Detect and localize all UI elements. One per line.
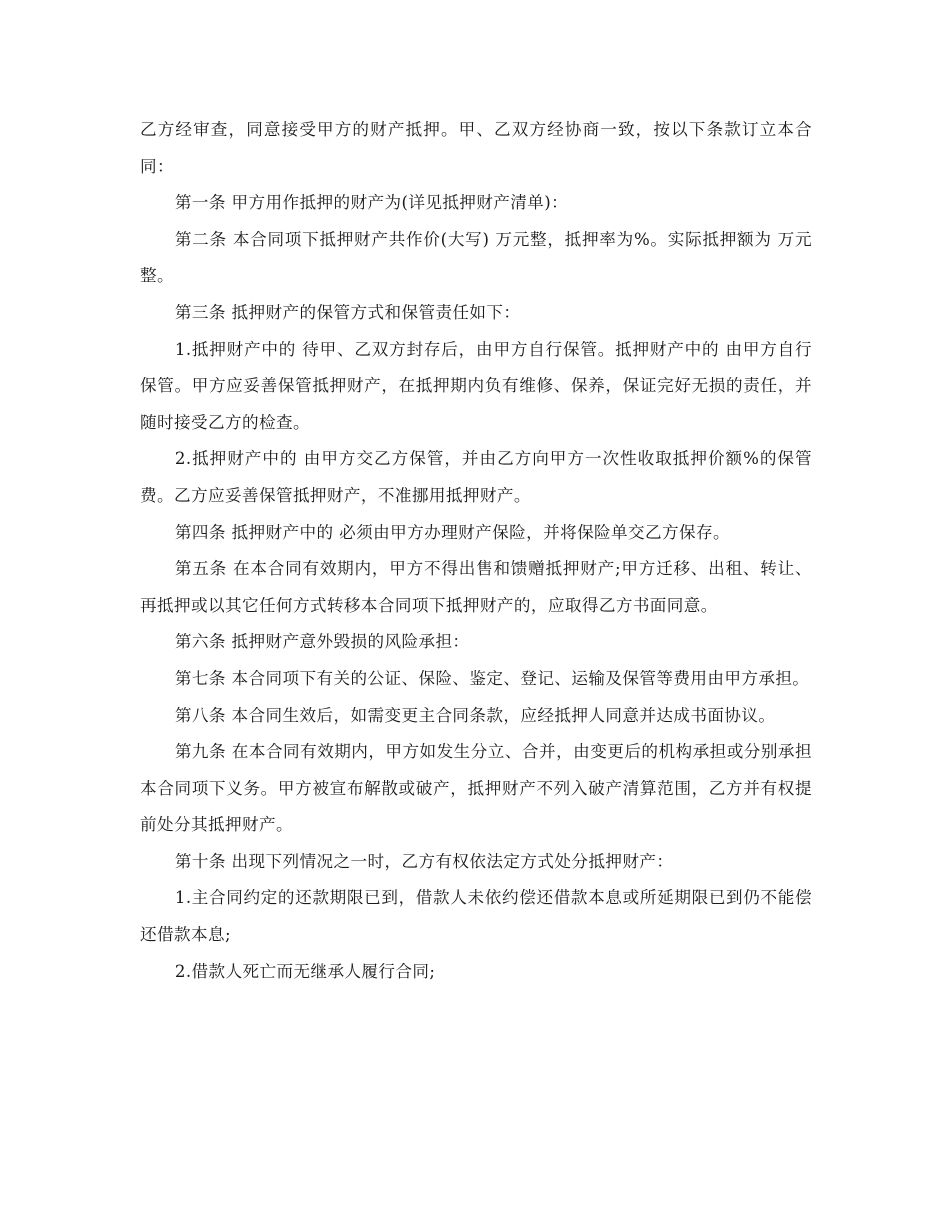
paragraph-article-7: 第七条 本合同项下有关的公证、保险、鉴定、登记、运输及保管等费用由甲方承担。: [174, 668, 810, 688]
paragraph-article-6: 第六条 抵押财产意外毁损的风险承担：: [174, 632, 470, 652]
paragraph-article-10-item-1: 1.主合同约定的还款期限已到，借款人未依约偿还借款本息或所延期限已到仍不能偿还借款本息;: [140, 888, 812, 945]
paragraph-article-8: 第八条 本合同生效后，如需变更主合同条款，应经抵押人同意并达成书面协议。: [174, 705, 776, 725]
document-body: [140, 112, 812, 990]
paragraph-article-3-item-1: 1.抵押财产中的 待甲、乙双方封存后，由甲方自行保管。抵押财产中的 由甲方自行保管。甲方应妥善保管抵押财产，在抵押期内负有维修、保养，保证完好无损的责任，并随时接受乙方的检查。: [140, 339, 812, 432]
paragraph-article-9: 第九条 在本合同有效期内，甲方如发生分立、合并，由变更后的机构承担或分别承担本合同项下义务。甲方被宣布解散或破产，抵押财产不列入破产清算范围，乙方并有权提前处分其抵押财产。: [140, 742, 812, 835]
paragraph-article-3: 第三条 抵押财产的保管方式和保管责任如下：: [174, 302, 521, 322]
paragraph-article-2: 第二条 本合同项下抵押财产共作价(大写) 万元整，抵押率为%。实际抵押额为 万元整。: [140, 229, 812, 286]
paragraph-article-1: 第一条 甲方用作抵押的财产为(详见抵押财产清单)：: [174, 193, 569, 213]
paragraph-preamble: 乙方经审查，同意接受甲方的财产抵押。甲、乙双方经协商一致，按以下条款订立本合同：: [140, 120, 812, 176]
paragraph-article-3-item-2: 2.抵押财产中的 由甲方交乙方保管，并由乙方向甲方一次性收取抵押价额%的保管费。乙方应妥善保管抵押财产，不准挪用抵押财产。: [140, 449, 812, 505]
paragraph-article-10-item-2: 2.借款人死亡而无继承人履行合同;: [174, 961, 436, 981]
paragraph-article-5: 第五条 在本合同有效期内，甲方不得出售和馈赠抵押财产;甲方迁移、出租、转让、再抵押或以其它任何方式转移本合同项下抵押财产的，应取得乙方书面同意。: [140, 559, 812, 615]
paragraph-article-10: 第十条 出现下列情况之一时，乙方有权依法定方式处分抵押财产：: [174, 851, 674, 871]
paragraph-article-4: 第四条 抵押财产中的 必须由甲方办理财产保险，并将保险单交乙方保存。: [174, 522, 731, 542]
